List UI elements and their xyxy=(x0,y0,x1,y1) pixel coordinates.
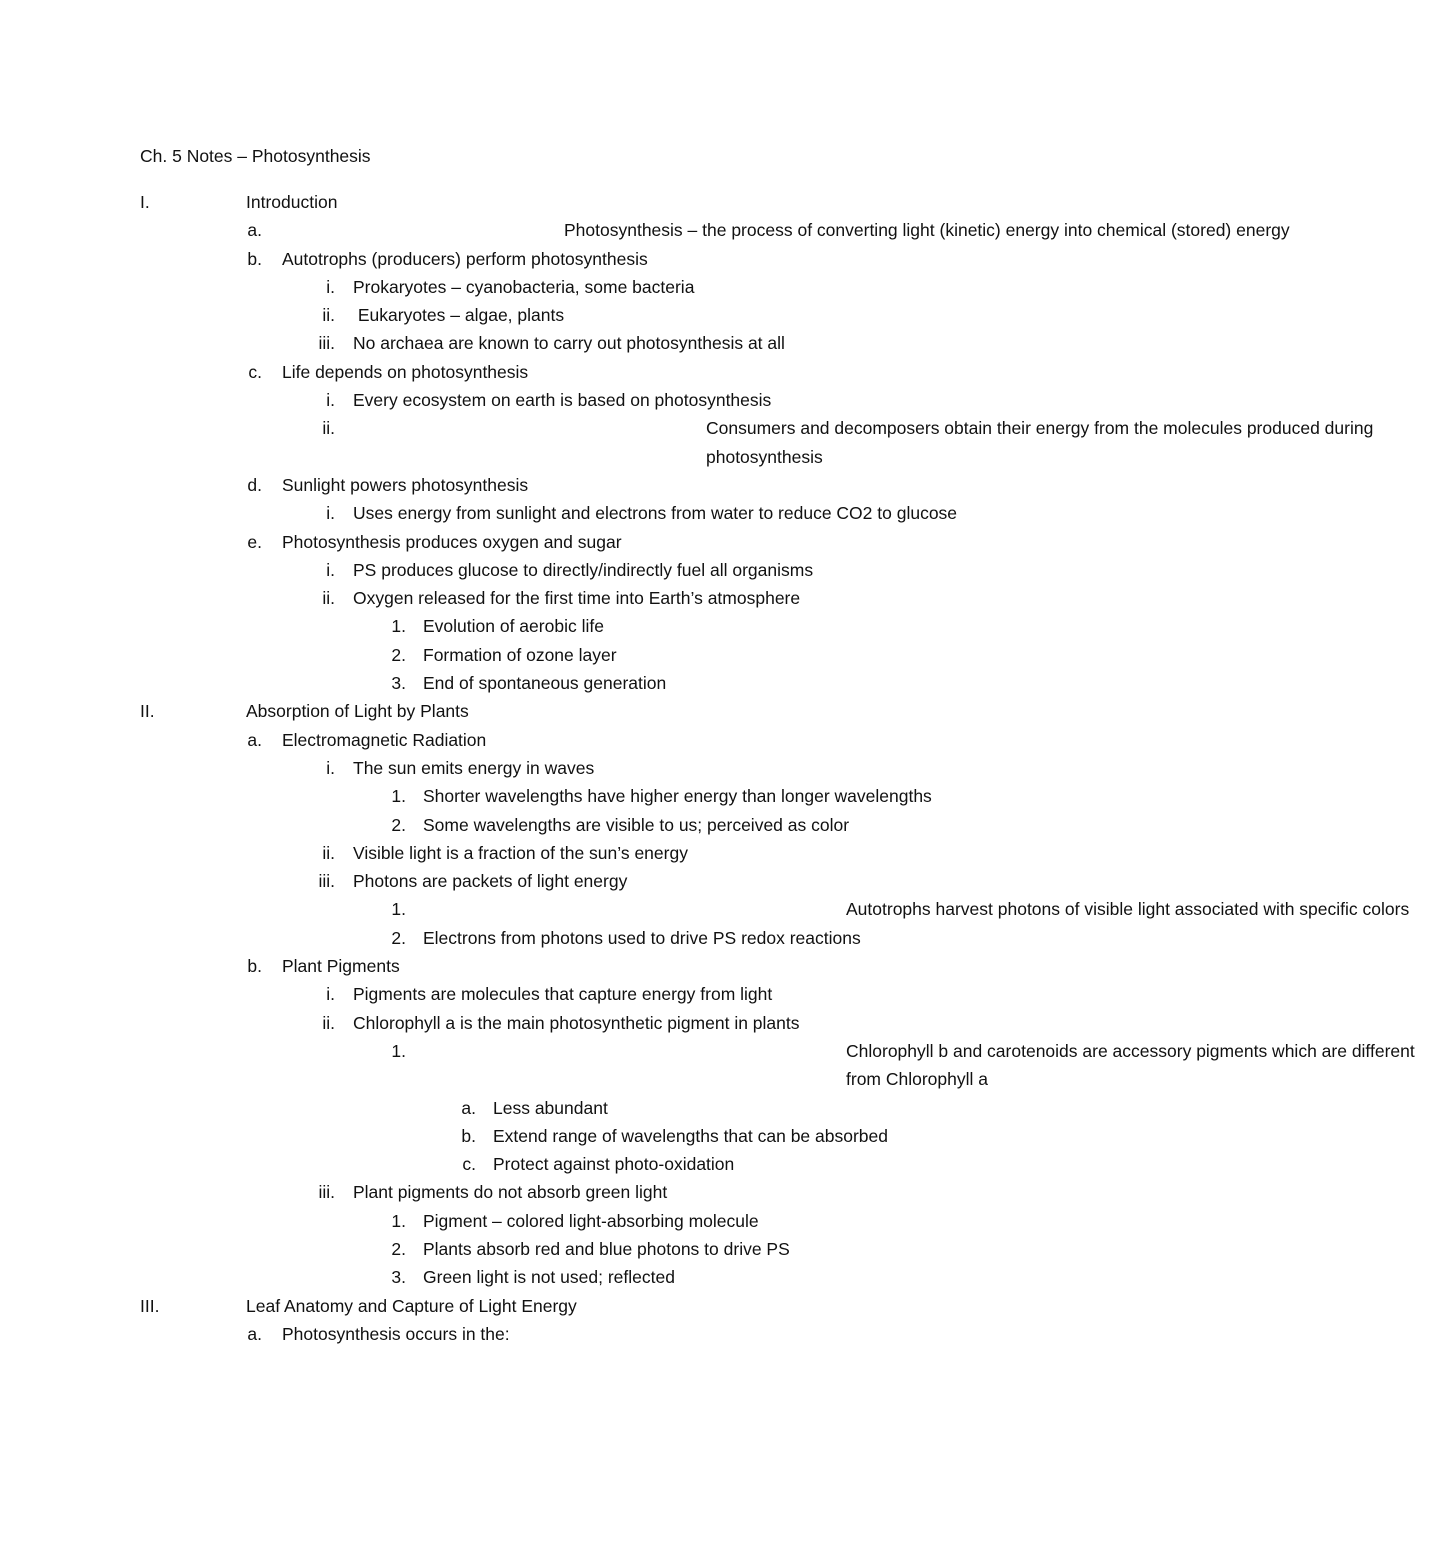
outline-item xyxy=(0,386,1200,414)
item-text: Protect against photo-oxidation xyxy=(493,1154,735,1175)
item-text: Absorption of Light by Plants xyxy=(246,701,469,722)
item-text: Electrons from photons used to drive PS redox reactions xyxy=(423,927,861,948)
outline-item xyxy=(0,924,1200,952)
item-number: b. xyxy=(461,1125,476,1146)
item-number: 3. xyxy=(391,673,406,694)
item-number: i. xyxy=(326,984,335,1005)
item-text: No archaea are known to carry out photosynthesis at all xyxy=(353,333,785,354)
item-number: b. xyxy=(247,248,262,269)
outline-item xyxy=(0,216,1290,244)
outline-item xyxy=(0,1009,1200,1037)
item-text: Plant Pigments xyxy=(282,956,400,977)
item-number: III. xyxy=(140,1295,160,1316)
item-text: Evolution of aerobic life xyxy=(423,616,604,637)
item-number: 1. xyxy=(391,786,406,807)
outline-item xyxy=(0,1235,1200,1263)
item-text: Shorter wavelengths have higher energy than longer wavelengths xyxy=(423,786,932,807)
outline-item xyxy=(0,1094,1200,1122)
item-number: i. xyxy=(326,559,335,580)
item-text: Every ecosystem on earth is based on photosynthesis xyxy=(353,390,772,411)
outline-item xyxy=(0,895,1410,923)
item-text: Consumers and decomposers obtain their energy from the molecules produced during photosynthesis xyxy=(706,418,1374,467)
item-text: Extend range of wavelengths that can be absorbed xyxy=(493,1125,888,1146)
outline-item xyxy=(0,499,1200,527)
item-number: 1. xyxy=(391,1210,406,1231)
item-number: ii. xyxy=(322,418,335,439)
item-text: Chlorophyll a is the main photosynthetic pigment in plants xyxy=(353,1012,800,1033)
item-number: a. xyxy=(461,1097,476,1118)
item-text: Photosynthesis – the process of converting light (kinetic) energy into chemical (stored) energy xyxy=(564,220,1290,241)
item-number: iii. xyxy=(318,1182,335,1203)
outline-item xyxy=(0,528,1200,556)
item-text: Plants absorb red and blue photons to drive PS xyxy=(423,1238,790,1259)
item-text: Introduction xyxy=(246,192,338,212)
outline-item xyxy=(0,556,1200,584)
page-title: Ch. 5 Notes – Photosynthesis xyxy=(140,146,371,166)
outline-item xyxy=(0,358,1200,386)
item-text: Chlorophyll b and carotenoids are accessory pigments which are different from Chlorophyll a xyxy=(846,1040,1415,1090)
outline-item xyxy=(0,754,1200,782)
item-number: iii. xyxy=(318,333,335,354)
item-number: ii. xyxy=(322,588,335,609)
item-text: The sun emits energy in waves xyxy=(353,757,595,778)
item-number: 2. xyxy=(391,927,406,948)
item-number: I. xyxy=(140,192,150,212)
item-text: Prokaryotes – cyanobacteria, some bacteria xyxy=(353,276,695,297)
item-number: ii. xyxy=(322,1012,335,1033)
item-number: a. xyxy=(247,1323,262,1344)
item-text: Photons are packets of light energy xyxy=(353,871,628,892)
item-number: 2. xyxy=(391,644,406,665)
item-text: Eukaryotes – algae, plants xyxy=(353,305,565,326)
item-number: 1. xyxy=(391,616,406,637)
outline-item xyxy=(0,867,1200,895)
item-text: PS produces glucose to directly/indirectly fuel all organisms xyxy=(353,559,814,580)
outline-item xyxy=(0,952,1200,980)
item-text: Autotrophs harvest photons of visible light associated with specific colors xyxy=(846,899,1410,920)
outline-item xyxy=(0,471,1200,499)
outline-item xyxy=(0,782,1200,810)
item-text: Pigments are molecules that capture energy from light xyxy=(353,984,773,1005)
outline-item xyxy=(0,301,1200,329)
item-number: 3. xyxy=(391,1267,406,1288)
item-number: a. xyxy=(247,220,262,241)
item-number: ii. xyxy=(322,842,335,863)
item-text: Photosynthesis produces oxygen and sugar xyxy=(282,531,622,552)
outline-item xyxy=(0,584,1200,612)
item-number: i. xyxy=(326,503,335,524)
item-text: Some wavelengths are visible to us; perceived as color xyxy=(423,814,850,835)
outline-item xyxy=(0,1207,1200,1235)
outline-item xyxy=(0,641,1200,669)
outline-item xyxy=(0,329,1200,357)
item-text: Leaf Anatomy and Capture of Light Energy xyxy=(246,1295,577,1316)
item-number: a. xyxy=(247,729,262,750)
outline-item xyxy=(0,188,1200,216)
outline-item xyxy=(0,1122,1200,1150)
outline-item xyxy=(0,612,1200,640)
item-number: c. xyxy=(462,1154,476,1175)
item-number: 2. xyxy=(391,814,406,835)
outline-item xyxy=(0,839,1200,867)
item-number: c. xyxy=(248,361,262,382)
outline-item xyxy=(0,273,1200,301)
outline-item xyxy=(0,980,1200,1008)
outline-item xyxy=(0,1292,1200,1320)
outline-item xyxy=(0,1037,1415,1094)
item-text: Life depends on photosynthesis xyxy=(282,361,529,382)
outline-item xyxy=(0,1150,1200,1178)
item-number: e. xyxy=(247,531,262,552)
item-number: i. xyxy=(326,757,335,778)
item-text: Formation of ozone layer xyxy=(423,644,617,665)
item-number: ii. xyxy=(322,305,335,326)
item-number: II. xyxy=(140,701,155,722)
notes-outline xyxy=(0,188,1415,1348)
item-text: Plant pigments do not absorb green light xyxy=(353,1182,668,1203)
item-text: Green light is not used; reflected xyxy=(423,1267,675,1288)
item-text: End of spontaneous generation xyxy=(423,673,667,694)
item-text: Electromagnetic Radiation xyxy=(282,729,487,750)
item-text: Uses energy from sunlight and electrons from water to reduce CO2 to glucose xyxy=(353,503,958,524)
outline-item xyxy=(0,669,1200,697)
item-text: Sunlight powers photosynthesis xyxy=(282,474,529,495)
item-text: Autotrophs (producers) perform photosynthesis xyxy=(282,248,648,269)
outline-item xyxy=(0,1263,1200,1291)
item-number: 1. xyxy=(391,1040,406,1061)
outline-item xyxy=(0,811,1200,839)
item-number: iii. xyxy=(318,871,335,892)
item-text: Oxygen released for the first time into Earth’s atmosphere xyxy=(353,588,801,609)
item-number: b. xyxy=(247,956,262,977)
outline-item xyxy=(0,245,1200,273)
outline-item xyxy=(0,414,1374,471)
item-number: i. xyxy=(326,276,335,297)
outline-item xyxy=(0,1178,1200,1206)
outline-item xyxy=(0,726,1200,754)
item-text: Pigment – colored light-absorbing molecule xyxy=(423,1210,759,1231)
item-text: Less abundant xyxy=(493,1097,608,1118)
item-number: 2. xyxy=(391,1238,406,1259)
item-number: i. xyxy=(326,390,335,411)
item-number: d. xyxy=(247,474,262,495)
item-text: Visible light is a fraction of the sun’s energy xyxy=(353,842,688,863)
item-text: Photosynthesis occurs in the: xyxy=(282,1323,510,1344)
outline-item xyxy=(0,697,1200,725)
item-number: 1. xyxy=(391,899,406,920)
outline-item xyxy=(0,1320,1200,1348)
